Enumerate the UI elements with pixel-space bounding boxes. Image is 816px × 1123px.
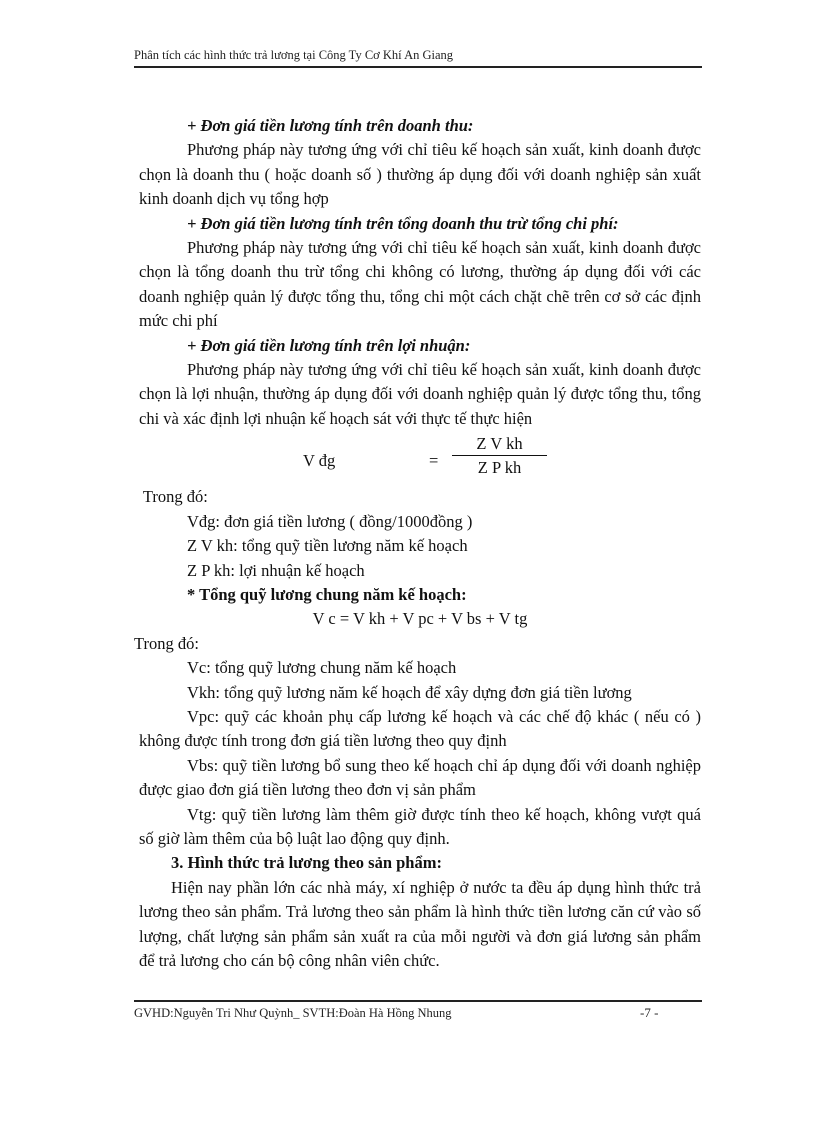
paragraph-revenue-minus-cost-method: Phương pháp này tương ứng với chỉ tiêu kế hoạch sản xuất, kinh doanh được chọn là tổng doanh thu trừ tổng chi không có lương, thường áp dụng đối với các doanh nghiệp quản lý được tổng thu, tổng chi một cách chặt chẽ trên cơ sở các định mức chi phí <box>139 238 701 331</box>
formula-denominator: Z P kh <box>477 458 522 478</box>
footer-credits: GVHD:Nguyễn Tri Như Quỳnh_ SVTH:Đoàn Hà Hồng Nhung <box>134 1006 452 1020</box>
definition-vdg: Vđg: đơn giá tiền lương ( đồng/1000đồng ) <box>187 511 473 531</box>
page-number: -7 - <box>640 1005 659 1020</box>
formula-fraction <box>452 433 547 480</box>
definition-vpc: Vpc: quỹ các khoản phụ cấp lương kế hoạch và các chế độ khác ( nếu có ) không được tính trong đơn giá tiền lương theo quy định <box>139 706 701 751</box>
formula-numerator: Z V kh <box>452 433 547 456</box>
definition-vbs: Vbs: quỹ tiền lương bổ sung theo kế hoạch chỉ áp dụng đối với doanh nghiệp được giao đơn giá tiền lương theo đơn vị sản phẩm <box>139 755 701 800</box>
paragraph-revenue-method: Phương pháp này tương ứng với chỉ tiêu kế hoạch sản xuất, kinh doanh được chọn là doanh thu ( hoặc doanh số ) thường áp dụng đối với doanh nghiệp sản xuất kinh doanh dịch vụ tổng hợp <box>139 140 701 209</box>
heading-total-wage-fund: * Tổng quỹ lương chung năm kế hoạch: <box>187 584 467 604</box>
page-body <box>134 114 701 973</box>
definition-zpkh: Z P kh: lợi nhuận kế hoạch <box>187 560 365 580</box>
running-header: Phân tích các hình thức trả lương tại Công Ty Cơ Khí An Giang <box>134 48 454 62</box>
definition-zvkh: Z V kh: tổng quỹ tiền lương năm kế hoạch <box>187 536 468 556</box>
unit-price-formula <box>139 431 701 485</box>
paragraph-profit-method: Phương pháp này tương ứng với chỉ tiêu kế hoạch sản xuất, kinh doanh được chọn là lợi nhuận, thường áp dụng đối với doanh nghiệp quản lý được tổng thu, tổng chi và xác định lợi nhuận kế hoạch sát với thực tế thực hiện <box>139 360 701 428</box>
formula-equals: = <box>429 451 439 471</box>
paragraph-product-wage: Hiện nay phần lớn các nhà máy, xí nghiệp ở nước ta đều áp dụng hình thức trả lương theo sản phẩm. Trả lương theo sản phẩm là hình thức tiền lương căn cứ vào số lượng, chất lượng sản phẩm sản xuất ra của mỗi người và đơn giá lương sản phẩm để trả lương cho cán bộ công nhân viên chức. <box>139 877 701 970</box>
heading-profit-unit-price: + Đơn giá tiền lương tính trên lợi nhuận: <box>187 335 471 355</box>
definition-vtg: Vtg: quỹ tiền lương làm thêm giờ được tính theo kế hoạch, không vượt quá số giờ làm thêm của bộ luật lao động quy định. <box>139 804 701 848</box>
header-divider <box>134 66 702 68</box>
footer-divider <box>134 1000 702 1002</box>
heading-revenue-minus-cost: + Đơn giá tiền lương tính trên tổng doanh thu trừ tổng chi phí: <box>187 213 619 233</box>
definition-vkh: Vkh: tổng quỹ lương năm kế hoạch để xây dựng đơn giá tiền lương <box>187 682 632 702</box>
heading-revenue-unit-price: + Đơn giá tiền lương tính trên doanh thu: <box>187 116 474 135</box>
section-heading-product-wage: 3. Hình thức trả lương theo sản phẩm: <box>171 853 442 873</box>
total-wage-formula: V c = V kh + V pc + V bs + V tg <box>312 609 528 629</box>
definition-vc: Vc: tổng quỹ lương chung năm kế hoạch <box>187 658 457 678</box>
formula-lhs: V đg <box>303 451 336 471</box>
where-label-2: Trong đó: <box>134 633 199 653</box>
where-label-1: Trong đó: <box>139 487 208 507</box>
